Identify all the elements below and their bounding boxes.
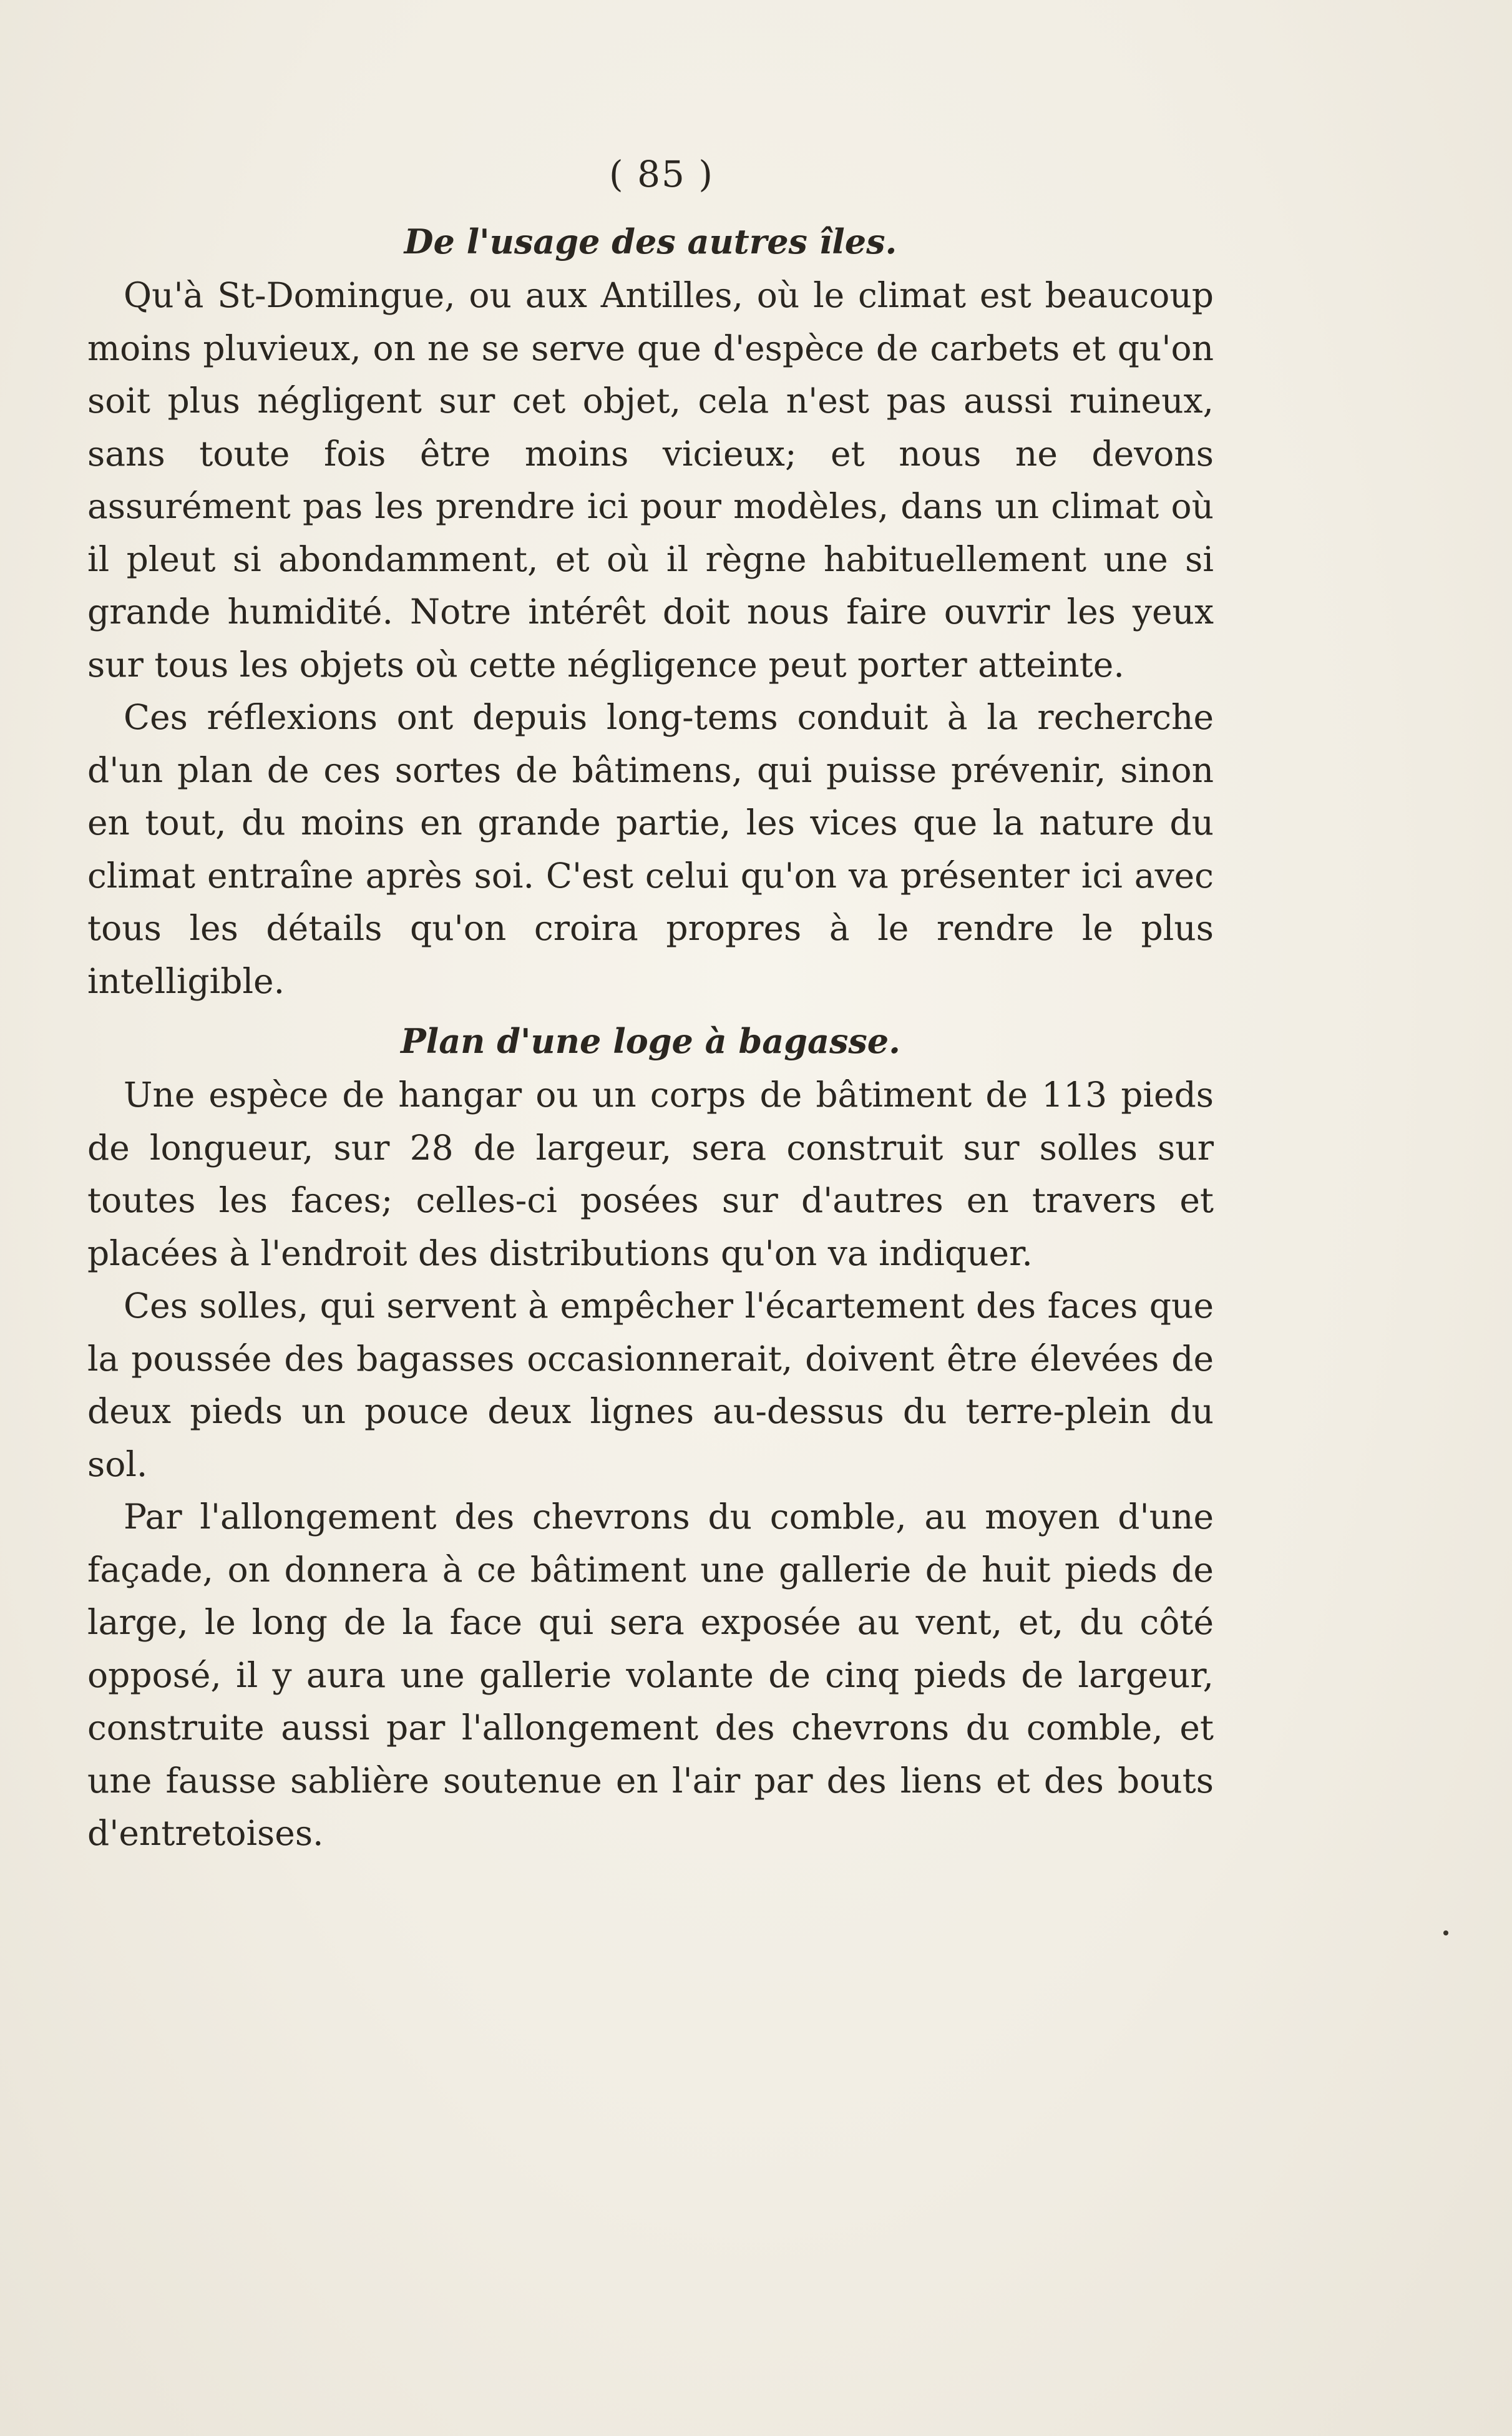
paragraph: Qu'à St-Domingue, ou aux Antilles, où le climat est beaucoup moins pluvieux, on ne se serve que d'espèce de carbets et qu'on soit plus négligent sur cet objet, cela n'est pas aussi ruineux, sans toute fois être moins vicieux; et nous ne devons assurément pas les prendre ici pour modèles, dans un climat où il pleut si abondamment, et où il règne habituellement une si grande humidité. Notre intérêt doit nous faire ouvrir les yeux sur tous les objets où cette négligence peut porter atteinte. [87, 275, 1214, 685]
paragraph: Une espèce de hangar ou un corps de bâtiment de 113 pieds de longueur, sur 28 de largeur, sera construit sur solles sur toutes les faces; celles-ci posées sur d'autres en travers et placées à l'endroit des distributions qu'on va indiquer. [87, 1075, 1214, 1273]
section-heading: De l'usage des autres îles. [404, 222, 897, 262]
paragraph: Par l'allongement des chevrons du comble, au moyen d'une façade, on donnera à ce bâtiment une gallerie de huit pieds de large, le long de la face qui sera exposée au vent, et, du côté opposé, il y aura une gallerie volante de cinq pieds de largeur, construite aussi par l'allongement des chevrons du comble, et une fausse sablière soutenue en l'air par des liens et des bouts d'entretoises. [87, 1497, 1214, 1853]
ink-speck [1443, 1930, 1448, 1935]
page-number: ( 85 ) [609, 153, 714, 195]
section-heading: Plan d'une loge à bagasse. [401, 1021, 900, 1061]
text-body [87, 215, 1214, 1860]
paragraph: Ces solles, qui servent à empêcher l'écartement des faces que la poussée des bagasses occasionnerait, doivent être élevées de deux pieds un pouce deux lignes au-dessus du terre-plein du sol. [87, 1286, 1214, 1484]
paragraph: Ces réflexions ont depuis long-tems conduit à la recherche d'un plan de ces sortes de bâtimens, qui puisse prévenir, sinon en tout, du moins en grande partie, les vices que la nature du climat entraîne après soi. C'est celui qu'on va présenter ici avec tous les détails qu'on croira propres à le rendre le plus intelligible. [87, 697, 1214, 1001]
